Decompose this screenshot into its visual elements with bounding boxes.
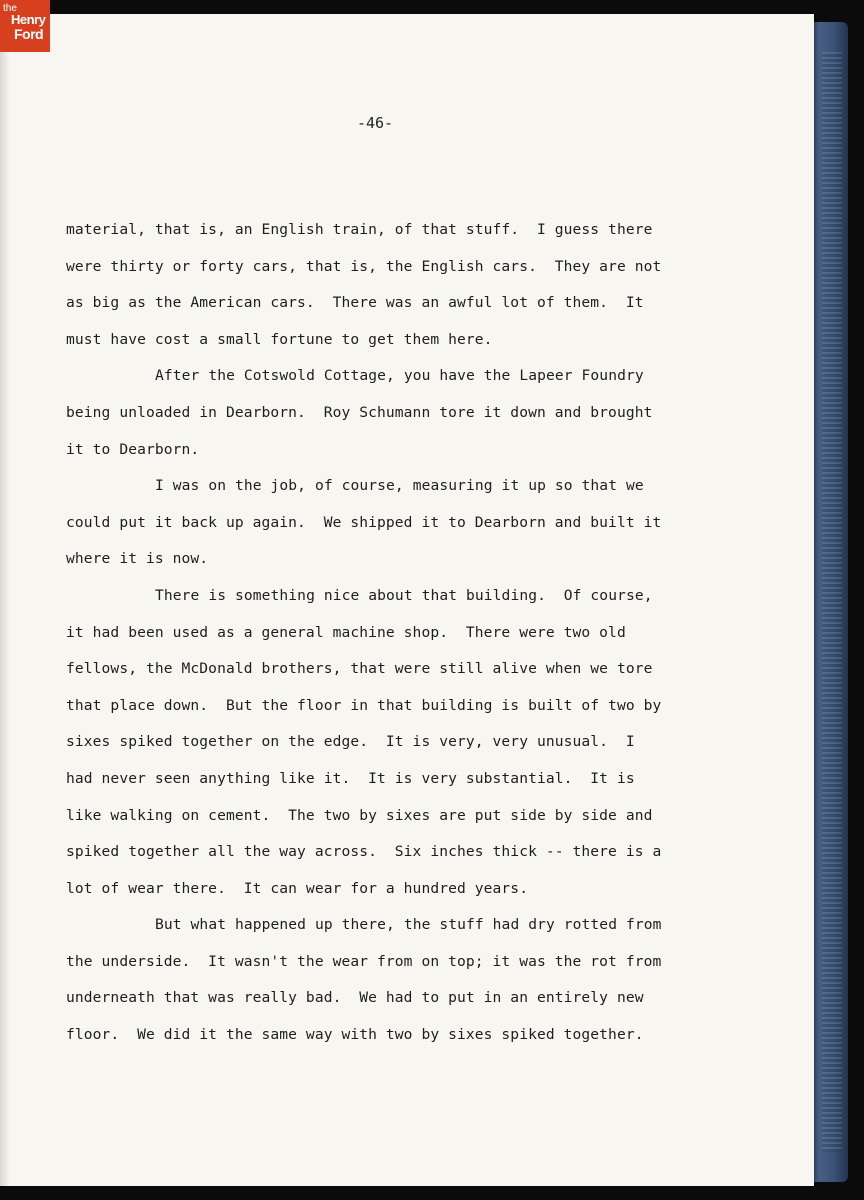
paragraph-first-line: But what happened up there, the stuff had dry rotted from bbox=[155, 916, 662, 934]
text-line: it to Dearborn. bbox=[66, 440, 200, 458]
text-line: could put it back up again. We shipped it to Dearborn and built it bbox=[66, 513, 662, 531]
logo-ford-text: Ford bbox=[14, 26, 44, 42]
document-page bbox=[0, 14, 814, 1186]
text-line: lot of wear there. It can wear for a hundred years. bbox=[66, 879, 529, 897]
text-line: must have cost a small fortune to get them here. bbox=[66, 330, 493, 348]
text-line: underneath that was really bad. We had to put in an entirely new bbox=[66, 989, 644, 1007]
paragraph-first-line: After the Cotswold Cottage, you have the Lapeer Foundry bbox=[155, 367, 644, 385]
text-line: had never seen anything like it. It is very substantial. It is bbox=[66, 769, 635, 787]
text-line: it had been used as a general machine shop. There were two old bbox=[66, 623, 626, 641]
text-line: were thirty or forty cars, that is, the English cars. They are not bbox=[66, 257, 662, 275]
paragraph-first-line: There is something nice about that building. Of course, bbox=[155, 586, 653, 604]
text-line: floor. We did it the same way with two by sixes spiked together. bbox=[66, 1026, 644, 1044]
text-line: as big as the American cars. There was an awful lot of them. It bbox=[66, 294, 644, 312]
text-line: spiked together all the way across. Six inches thick -- there is a bbox=[66, 843, 662, 861]
text-line: being unloaded in Dearborn. Roy Schumann tore it down and brought bbox=[66, 403, 653, 421]
text-line: material, that is, an English train, of that stuff. I guess there bbox=[66, 221, 653, 238]
paragraph-first-line: I was on the job, of course, measuring it up so that we bbox=[155, 477, 644, 495]
text-line: like walking on cement. The two by sixes are put side by side and bbox=[66, 806, 653, 824]
cover-texture bbox=[822, 52, 842, 1152]
logo-henry-text: Henry bbox=[11, 12, 46, 27]
text-line: fellows, the McDonald brothers, that were still alive when we tore bbox=[66, 660, 653, 678]
henry-ford-logo bbox=[0, 0, 50, 52]
text-line: sixes spiked together on the edge. It is very, very unusual. I bbox=[66, 733, 635, 751]
logo-the-text: the bbox=[3, 3, 17, 14]
text-line: the underside. It wasn't the wear from on top; it was the rot from bbox=[66, 952, 662, 970]
page-number: -46- bbox=[356, 114, 394, 132]
page-gutter bbox=[0, 14, 10, 1186]
text-line: that place down. But the floor in that building is built of two by bbox=[66, 696, 662, 714]
transcript-body bbox=[66, 212, 706, 1054]
text-line: where it is now. bbox=[66, 550, 209, 568]
